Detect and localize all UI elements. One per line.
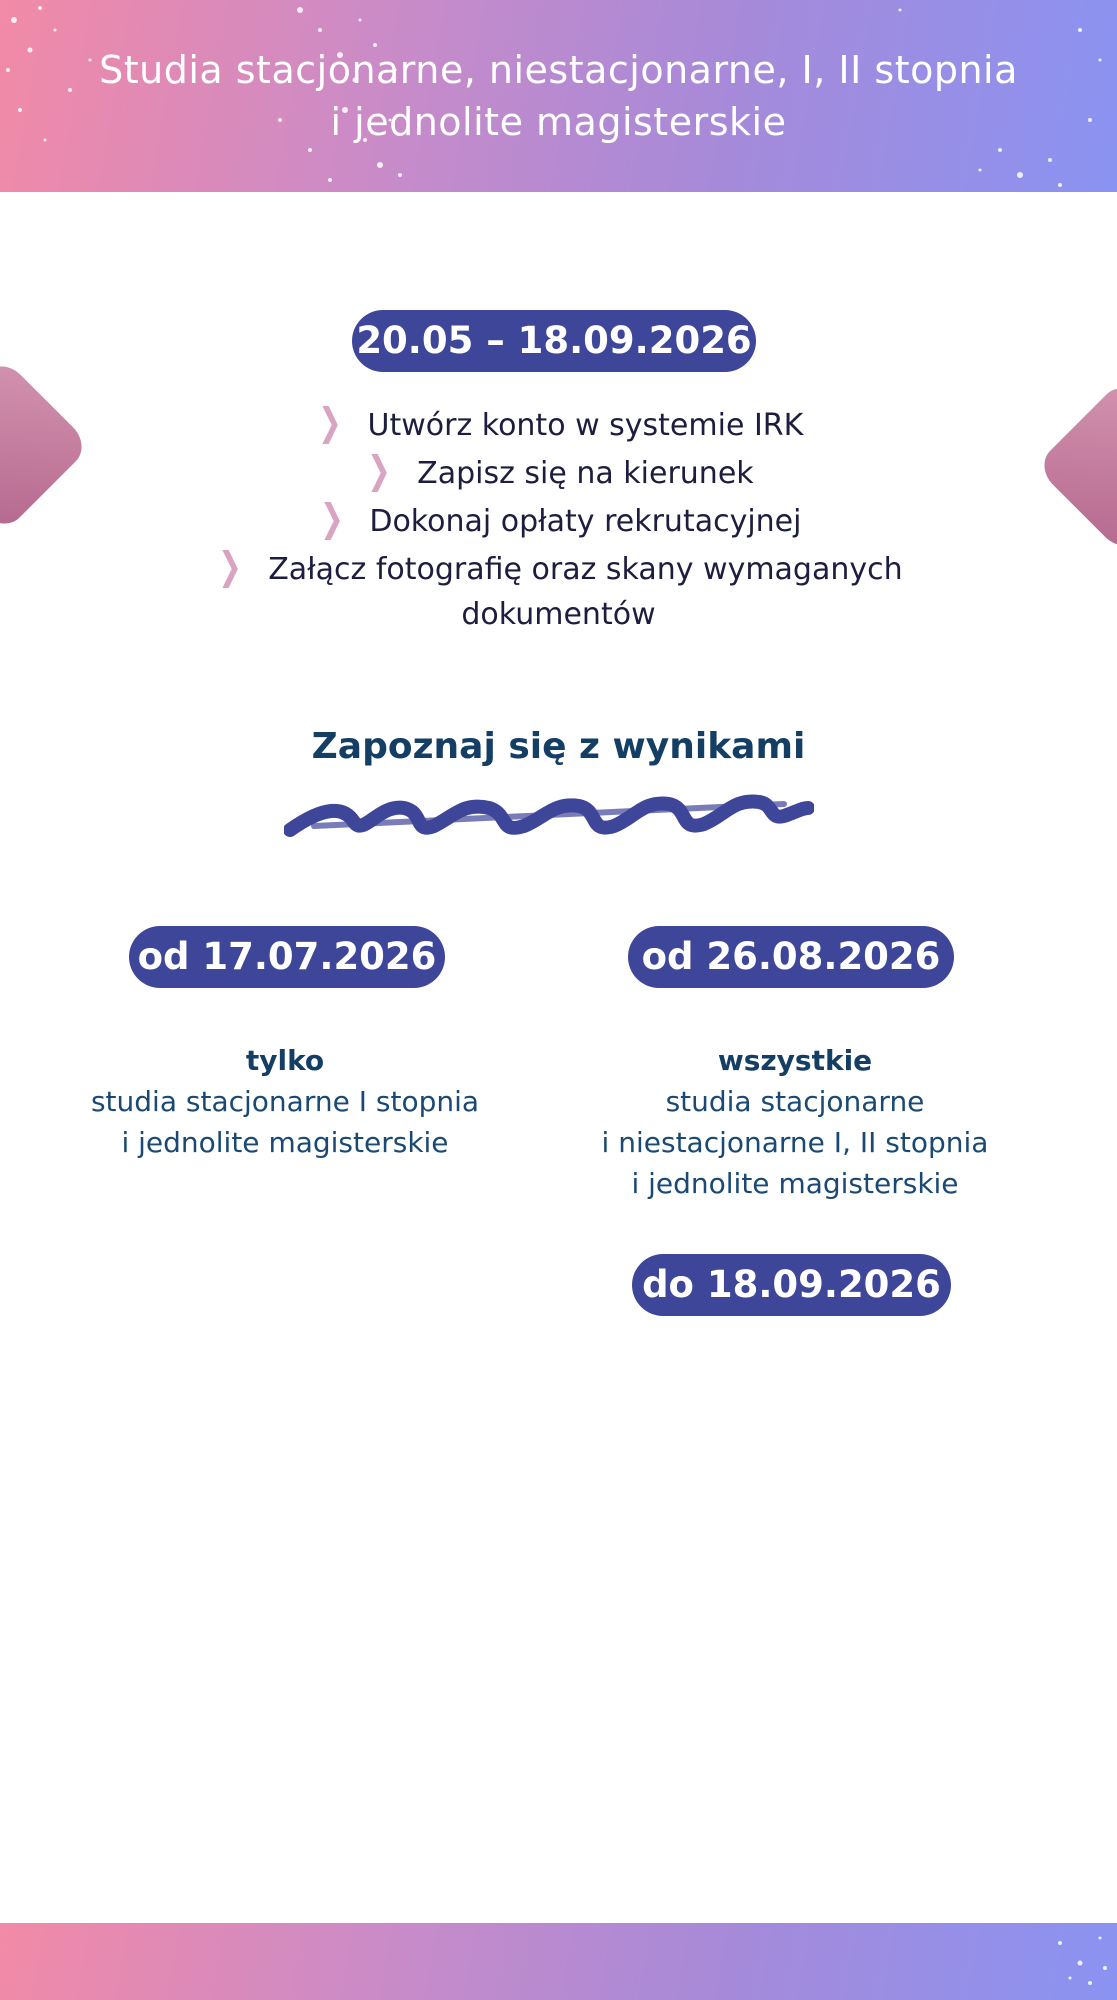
results-deadline-badge: do 18.09.2026 bbox=[632, 1254, 951, 1316]
title-line-1: Studia stacjonarne, niestacjonarne, I, II stopnia bbox=[99, 48, 1018, 92]
list-item bbox=[0, 448, 1117, 496]
step-label: Zapisz się na kierunek bbox=[417, 456, 754, 491]
chevron-right-icon: ❯ bbox=[317, 400, 342, 444]
list-item bbox=[0, 496, 1117, 544]
step-label: Utwórz konto w systemie IRK bbox=[367, 408, 804, 443]
title-line-2: i jednolite magisterskie bbox=[330, 100, 787, 144]
chevron-right-icon: ❯ bbox=[367, 448, 392, 492]
step-label: Załącz fotografię oraz skany wymaganych bbox=[268, 552, 903, 587]
results-date-left-badge: od 17.07.2026 bbox=[129, 926, 445, 988]
sparkle-decoration bbox=[0, 1923, 1117, 2000]
right-line: i niestacjonarne I, II stopnia bbox=[601, 1126, 989, 1159]
results-right-description bbox=[560, 1040, 1030, 1204]
chevron-right-icon: ❯ bbox=[218, 544, 243, 588]
squiggle-underline bbox=[284, 786, 814, 846]
header-banner bbox=[0, 0, 1117, 192]
step-label-continuation: dokumentów bbox=[461, 597, 656, 632]
page-title bbox=[0, 44, 1117, 148]
chevron-right-icon: ❯ bbox=[319, 496, 344, 540]
results-heading: Zapoznaj się z wynikami bbox=[311, 726, 806, 767]
list-item bbox=[0, 400, 1117, 448]
step-label: Dokonaj opłaty rekrutacyjnej bbox=[369, 504, 802, 539]
right-line: i jednolite magisterskie bbox=[631, 1167, 959, 1200]
list-item bbox=[0, 544, 1117, 637]
registration-steps-list bbox=[0, 400, 1117, 637]
left-lead: tylko bbox=[245, 1044, 325, 1077]
left-line: studia stacjonarne I stopnia bbox=[90, 1085, 480, 1118]
results-left-description bbox=[50, 1040, 520, 1163]
registration-date-badge: 20.05 – 18.09.2026 bbox=[352, 310, 756, 372]
results-date-right-badge: od 26.08.2026 bbox=[628, 926, 954, 988]
left-line: i jednolite magisterskie bbox=[121, 1126, 449, 1159]
right-lead: wszystkie bbox=[717, 1044, 873, 1077]
footer-banner bbox=[0, 1923, 1117, 2000]
right-line: studia stacjonarne bbox=[665, 1085, 925, 1118]
